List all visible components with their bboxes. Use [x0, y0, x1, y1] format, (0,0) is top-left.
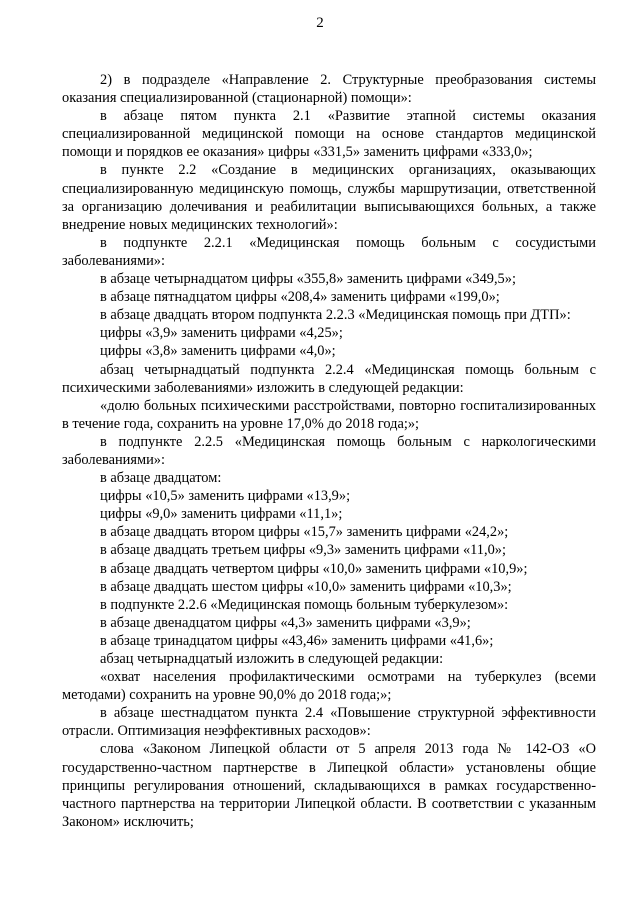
paragraph: в абзаце пятом пункта 2.1 «Развитие этапной системы оказания специализированной медицинской помощи на основе стандартов медицинской помощи и порядков ее оказания» цифры «331,5» заменить цифрами «333,0»;	[62, 108, 596, 161]
paragraph: «долю больных психическими расстройствами, повторно госпитализированных в течение года, сохранить на уровне 17,0% до 2018 года;»;	[62, 397, 596, 432]
paragraph: в подпункте 2.2.6 «Медицинская помощь больным туберкулезом»:	[100, 596, 509, 613]
paragraph: в абзаце пятнадцатом цифры «208,4» заменить цифрами «199,0»;	[100, 289, 500, 306]
paragraph: в абзаце четырнадцатом цифры «355,8» заменить цифрами «349,5»;	[100, 271, 516, 288]
paragraph: абзац четырнадцатый изложить в следующей редакции:	[100, 651, 444, 667]
paragraph: в абзаце двадцать четвертом цифры «10,0» заменить цифрами «10,9»;	[100, 560, 528, 577]
paragraph: «охват населения профилактическими осмотрами на туберкулез (всеми методами) сохранить на уровне 90,0% до 2018 года;»;	[62, 669, 596, 704]
paragraph: цифры «10,5» заменить цифрами «13,9»;	[100, 488, 351, 505]
document-body	[62, 71, 596, 831]
paragraph: слова «Законом Липецкой области от 5 апреля 2013 года № 142-ОЗ «О государственно-частном партнерстве в Липецкой области» установлены общие принципы регулирования отношений, складывающихся в рамках государственно-частного партнерства на территории Липецкой области. В соответствии с указанным Законом» исключить;	[62, 741, 596, 830]
paragraph: цифры «3,8» заменить цифрами «4,0»;	[100, 343, 336, 360]
paragraph: в абзаце двадцать шестом цифры «10,0» заменить цифрами «10,3»;	[100, 578, 512, 595]
paragraph: в подпункте 2.2.5 «Медицинская помощь больным с наркологическими заболеваниями»:	[62, 433, 596, 468]
page-number: 2	[316, 15, 324, 31]
paragraph: 2) в подразделе «Направление 2. Структурные преобразования системы оказания специализированной (стационарной) помощи»:	[62, 72, 596, 107]
paragraph: в пункте 2.2 «Создание в медицинских организациях, оказывающих специализированную медицинскую помощь, службы маршрутизации, ответственной за организацию долечивания и реабилитации выписывающихся больных, а также внедрение новых медицинских технологий»:	[62, 162, 596, 233]
paragraph: цифры «3,9» заменить цифрами «4,25»;	[100, 325, 343, 342]
paragraph: в подпункте 2.2.1 «Медицинская помощь больным с сосудистыми заболеваниями»:	[62, 234, 596, 269]
paragraph: в абзаце двенадцатом цифры «4,3» заменить цифрами «3,9»;	[100, 614, 471, 631]
paragraph: цифры «9,0» заменить цифрами «11,1»;	[100, 506, 343, 523]
paragraph: в абзаце двадцать третьем цифры «9,3» заменить цифрами «11,0»;	[100, 542, 506, 559]
paragraph: в абзаце двадцать втором цифры «15,7» заменить цифрами «24,2»;	[100, 524, 509, 541]
paragraph: абзац четырнадцатый подпункта 2.2.4 «Медицинская помощь больным с психическими заболеваниями» изложить в следующей редакции:	[62, 361, 596, 396]
paragraph: в абзаце двадцатом:	[100, 470, 222, 487]
paragraph: в абзаце двадцать втором подпункта 2.2.3 «Медицинская помощь при ДТП»:	[100, 307, 571, 324]
paragraph: в абзаце шестнадцатом пункта 2.4 «Повышение структурной эффективности отрасли. Оптимизация неэффективных расходов»:	[62, 705, 596, 740]
paragraph: в абзаце тринадцатом цифры «43,46» заменить цифрами «41,6»;	[100, 632, 494, 649]
